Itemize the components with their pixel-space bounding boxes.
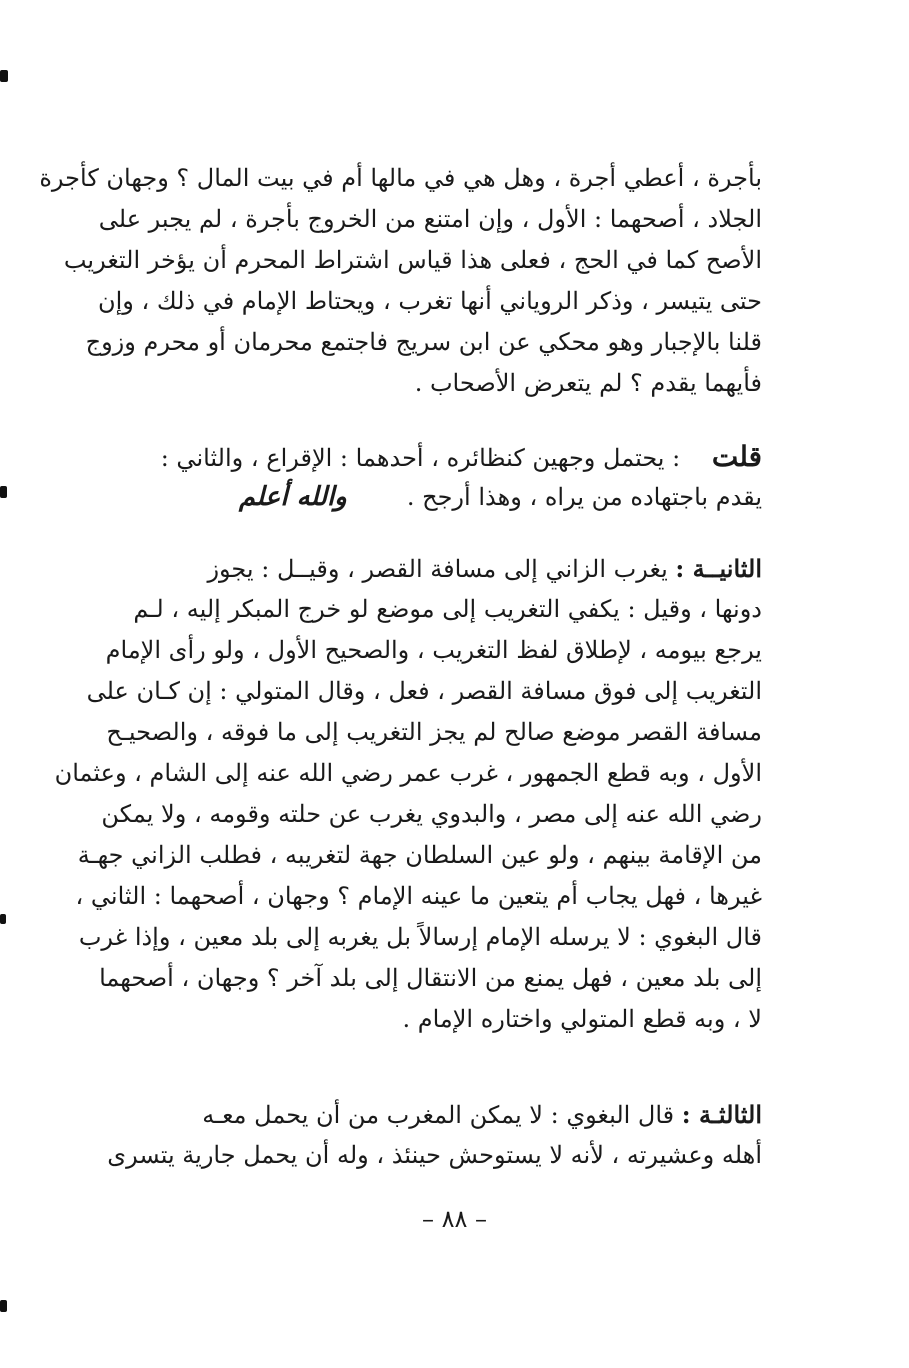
text-line: من الإقامة بينهم ، ولو عين السلطان جهة لتغريبه ، فطلب الزاني جهـة <box>77 841 762 869</box>
text-run: يغرب الزاني إلى مسافة القصر ، وقيــل : يجوز <box>207 555 668 583</box>
text-line: الجلاد ، أصحهما : الأول ، وإن امتنع من الخروج بأجرة ، لم يجبر على <box>98 205 762 233</box>
scan-edge-mark <box>0 914 6 924</box>
scan-edge-mark <box>0 1300 7 1312</box>
text-line: رضي الله عنه إلى مصر ، والبدوي يغرب عن حلته وقومه ، ولا يمكن <box>101 800 762 828</box>
text-line: التغريب إلى فوق مسافة القصر ، فعل ، وقال المتولي : إن كـان على <box>86 677 762 705</box>
paragraph-lead: الثانيــة : <box>675 554 762 583</box>
text-line <box>130 436 762 477</box>
paragraph-lead: قلت <box>711 440 762 473</box>
text-line: حتى يتيسر ، وذكر الروياني أنها تغرب ، ويحتاط الإمام في ذلك ، وإن <box>97 287 762 315</box>
text-line: قلنا بالإجبار وهو محكي عن ابن سريج فاجتمع محرمان أو محرم وزوج <box>85 328 762 356</box>
paragraph-1 <box>39 158 762 404</box>
page-number: – ٨٨ – <box>421 1205 488 1233</box>
text-run: يقدم باجتهاده من يراه ، وهذا أرجح . <box>406 483 762 511</box>
text-run: : يحتمل وجهين كنظائره ، أحدهما : الإقراع ، والثاني : <box>160 444 681 472</box>
text-line: إلى بلد معين ، فهل يمنع من الانتقال إلى بلد آخر ؟ وجهان ، أصحهما <box>99 964 762 992</box>
paragraph-3 <box>54 548 762 1040</box>
text-line: فأيهما يقدم ؟ لم يتعرض الأصحاب . <box>414 369 762 397</box>
text-line: قال البغوي : لا يرسله الإمام إرسالاً بل يغربه إلى بلد معين ، وإذا غرب <box>78 923 762 951</box>
paragraph-2 <box>130 436 762 518</box>
text-line: الأول ، وبه قطع الجمهور ، غرب عمر رضي الله عنه إلى الشام ، وعثمان <box>54 759 762 787</box>
text-line: لا ، وبه قطع المتولي واختاره الإمام . <box>402 1005 762 1033</box>
text-line: الأصح كما في الحج ، فعلى هذا قياس اشتراط المحرم أن يؤخر التغريب <box>63 246 762 274</box>
text-line: يرجع بيومه ، لإطلاق لفظ التغريب ، والصحيح الأول ، ولو رأى الإمام <box>105 636 762 664</box>
text-line: مسافة القصر موضع صالح لم يجز التغريب إلى ما فوقه ، والصحيـح <box>106 718 762 746</box>
text-line: أهله وعشيرته ، لأنه لا يستوحش حينئذ ، وله أن يحمل جارية يتسرى <box>107 1141 762 1169</box>
text-run: قال البغوي : لا يمكن المغرب من أن يحمل معـه <box>202 1101 675 1129</box>
paragraph-4 <box>107 1094 762 1176</box>
closing-formula: والله أعلم <box>238 482 347 512</box>
text-line <box>130 477 762 518</box>
text-line: بأجرة ، أعطي أجرة ، وهل هي في مالها أم في بيت المال ؟ وجهان كأجرة <box>39 164 762 192</box>
text-line <box>130 548 762 589</box>
scan-edge-mark <box>0 70 8 82</box>
scan-edge-mark <box>0 486 7 498</box>
text-line: غيرها ، فهل يجاب أم يتعين ما عينه الإمام ؟ وجهان ، أصحهما : الثاني ، <box>75 882 762 910</box>
text-line <box>130 1094 762 1135</box>
paragraph-lead: الثالثـة : <box>681 1100 762 1129</box>
text-line: دونها ، وقيل : يكفي التغريب إلى موضع لو خرج المبكر إليه ، لـم <box>133 595 762 623</box>
